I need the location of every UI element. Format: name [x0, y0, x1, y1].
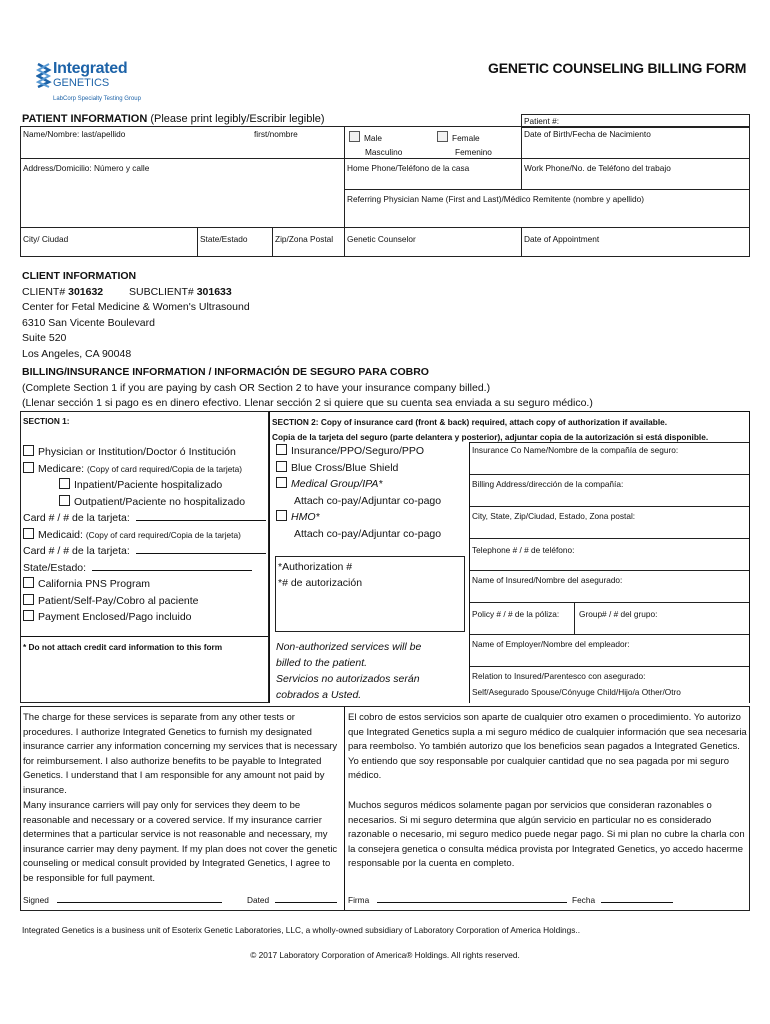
state-field[interactable]: State/Estado: [197, 227, 273, 257]
pns-checkbox[interactable]: California PNS Program: [23, 576, 268, 593]
terms-es-1: El cobro de estos servicios son aparte de cualquier otro examen o procedimiento. Yo autorizo que Integrated Genetics supla a mi seguro médico de cualquier información que sea necesaria para reembolso. Yo también autorizo que los beneficios sean pagados a Integrated Genetics. Yo entiendo que soy responsable por cualquier cantidad que no sea pagada por mi seguro médico.: [348, 712, 747, 781]
logo: [36, 62, 156, 108]
copay-1: Attach co-pay/Adjuntar co-pago: [294, 494, 442, 507]
section-1: [20, 411, 269, 703]
medicare-checkbox[interactable]: Medicare: (Copy of card required/Copia de la tarjeta): [23, 461, 268, 478]
referring-physician-field[interactable]: Referring Physician Name (First and Last)/Médico Remitente (nombre y apellido): [344, 189, 750, 228]
billing-note-2: (Llenar sección 1 si pago es en dinero efectivo. Llenar sección 2 si quiere que su cuenta sea enviada a su seguro médico.): [22, 397, 593, 409]
client-title: CLIENT INFORMATION: [22, 270, 137, 282]
billing-info: [22, 365, 593, 412]
medicaid-checkbox[interactable]: Medicaid: (Copy of card required/Copia de la tarjeta): [23, 527, 268, 544]
terms-box: [20, 706, 750, 911]
patient-section-title: PATIENT INFORMATION (Please print legibly/Escribir legible): [22, 113, 325, 125]
medical-group-checkbox[interactable]: Medical Group/IPA*: [276, 476, 466, 493]
physician-checkbox[interactable]: Physician or Institution/Doctor ó Institución: [23, 444, 268, 461]
appointment-field[interactable]: Date of Appointment: [521, 227, 750, 257]
payment-checkbox[interactable]: Payment Enclosed/Pago incluido: [23, 609, 268, 626]
footer-line-2: © 2017 Laboratory Corporation of America® Holdings. All rights reserved.: [250, 950, 520, 960]
counselor-field[interactable]: Genetic Counselor: [344, 227, 522, 257]
section-2-options: [276, 443, 466, 542]
footer-line-1: Integrated Genetics is a business unit of Esoterix Genetic Laboratories, LLC, a wholly-owned subsidiary of Laboratory Corporation of America Holdings..: [22, 925, 581, 935]
client-info: [22, 269, 250, 362]
patient-number-field[interactable]: Patient #:: [521, 114, 750, 128]
name-field[interactable]: Name/Nombre: last/apellido first/nombre: [20, 126, 345, 159]
terms-en-2: Many insurance carriers will pay only for services they deem to be reasonable and necessary or a covered service. If my insurance carrier determines that a particular service is not reasonable and necessary, my insurance carrier may deny payment. If my plan does not cover the genetic counseling or medical consult provided by Integrated Genetics, I agree to be responsible for full payment.: [23, 800, 338, 884]
section-1-title: SECTION 1:: [23, 416, 70, 426]
copay-2: Attach co-pay/Adjuntar co-pago: [294, 527, 442, 540]
client-line-3: Suite 520: [22, 332, 67, 344]
section-2-title: SECTION 2: Copy of insurance card (front & back) required, attach copy of authorization if available. Copia de la tarjeta del seguro (parte delantera y posterior), adjuntar copia de la autorización si está disponible.: [272, 417, 709, 442]
logo-main-text: Integrated: [53, 60, 128, 77]
home-phone-field[interactable]: Home Phone/Teléfono de la casa: [344, 158, 522, 190]
dob-field[interactable]: Date of Birth/Fecha de Nacimiento: [521, 126, 750, 159]
address-field[interactable]: Address/Domicilio: Número y calle: [20, 158, 345, 228]
city-field[interactable]: City/ Ciudad: [20, 227, 198, 257]
male-checkbox[interactable]: Male: [349, 131, 382, 143]
dna-logo-icon: [36, 62, 52, 88]
logo-sub-text: GENETICS: [53, 77, 110, 89]
employer-field[interactable]: Name of Employer/Nombre del empleador:: [470, 634, 749, 666]
client-numbers: CLIENT# 301632 SUBCLIENT# 301633: [22, 285, 232, 298]
insurance-city-field[interactable]: City, State, Zip/Ciudad, Estado, Zona postal:: [470, 506, 749, 538]
client-line-2: 6310 San Vicente Boulevard: [22, 316, 155, 329]
inpatient-checkbox[interactable]: Inpatient/Paciente hospitalizado: [23, 477, 268, 494]
authorization-box[interactable]: *Authorization # *# de autorización: [275, 556, 465, 632]
non-authorized-note: Non-authorized services will be billed to the patient. Servicios no autorizados serán cobrados a Usted.: [276, 641, 422, 701]
policy-field[interactable]: Policy # / # de la póliza:: [470, 602, 575, 634]
insured-name-field[interactable]: Name of Insured/Nombre del asegurado:: [470, 570, 749, 602]
group-field[interactable]: Group# / # del grupo:: [575, 602, 749, 634]
client-line-1: Center for Fetal Medicine & Women's Ultrasound: [22, 301, 250, 313]
card-number-1[interactable]: Card # / # de la tarjeta:: [23, 510, 268, 527]
insurance-name-field[interactable]: Insurance Co Name/Nombre de la compañía de seguro:: [470, 442, 749, 474]
fecha-line[interactable]: Fecha: [572, 895, 673, 905]
client-line-4: Los Angeles, CA 90048: [22, 347, 132, 360]
insurance-phone-field[interactable]: Telephone # / # de teléfono:: [470, 538, 749, 570]
sex-field: Male Masculino Female Femenino: [344, 126, 522, 159]
billing-title: BILLING/INSURANCE INFORMATION / INFORMACIÓN DE SEGURO PARA COBRO: [22, 366, 429, 378]
section-1-divider: [21, 636, 268, 637]
female-checkbox[interactable]: Female: [437, 131, 480, 143]
ppo-checkbox[interactable]: Insurance/PPO/Seguro/PPO: [276, 443, 466, 460]
bcbs-checkbox[interactable]: Blue Cross/Blue Shield: [276, 460, 466, 477]
firma-line[interactable]: Firma: [348, 895, 567, 905]
self-pay-checkbox[interactable]: Patient/Self-Pay/Cobro al paciente: [23, 593, 268, 610]
terms-es-2: Muchos seguros médicos solamente pagan por servicios que consideran razonables o necesarios. Si mi seguro determina que algún servicio en particular no es considerado razonable o necesario, mi seguro medico puede negar pago. Si mi plan no cubre la charla con la consejera genetica o consulta médica provista por Integrated Genetics, yo accedo hacerme responsable por la cuenta en completo.: [348, 800, 745, 869]
billing-note-1: (Complete Section 1 if you are paying by cash OR Section 2 to have your insurance company billed.): [22, 381, 491, 394]
zip-field[interactable]: Zip/Zona Postal: [272, 227, 345, 257]
hmo-checkbox[interactable]: HMO*: [276, 509, 466, 526]
dated-line[interactable]: Dated: [247, 895, 337, 905]
credit-card-note: * Do not attach credit card information to this form: [23, 642, 223, 652]
signed-line[interactable]: Signed: [23, 895, 222, 905]
terms-en-1: The charge for these services is separate from any other tests or procedures. I authorize Integrated Genetics to furnish my designated insurance carrier any information concerning my services that is necessary for reimbursement. I also authorize benefits to be payable to Integrated Genetics. I understand that I am responsible for any amount not paid by insurance.: [23, 712, 338, 796]
outpatient-checkbox[interactable]: Outpatient/Paciente no hospitalizado: [23, 494, 268, 511]
insurance-address-field[interactable]: Billing Address/dirección de la compañía:: [470, 474, 749, 506]
card-number-2[interactable]: Card # / # de la tarjeta:: [23, 543, 268, 560]
work-phone-field[interactable]: Work Phone/No. de Teléfono del trabajo: [521, 158, 750, 190]
relation-field[interactable]: Relation to Insured/Parentesco con asegurado: Self/Asegurado Spouse/Cónyuge Child/Hijo/a Other/Otro: [470, 666, 749, 703]
logo-tagline: LabCorp Specialty Testing Group: [53, 96, 141, 102]
state-line[interactable]: State/Estado:: [23, 560, 268, 577]
form-title: GENETIC COUNSELING BILLING FORM: [488, 60, 747, 76]
